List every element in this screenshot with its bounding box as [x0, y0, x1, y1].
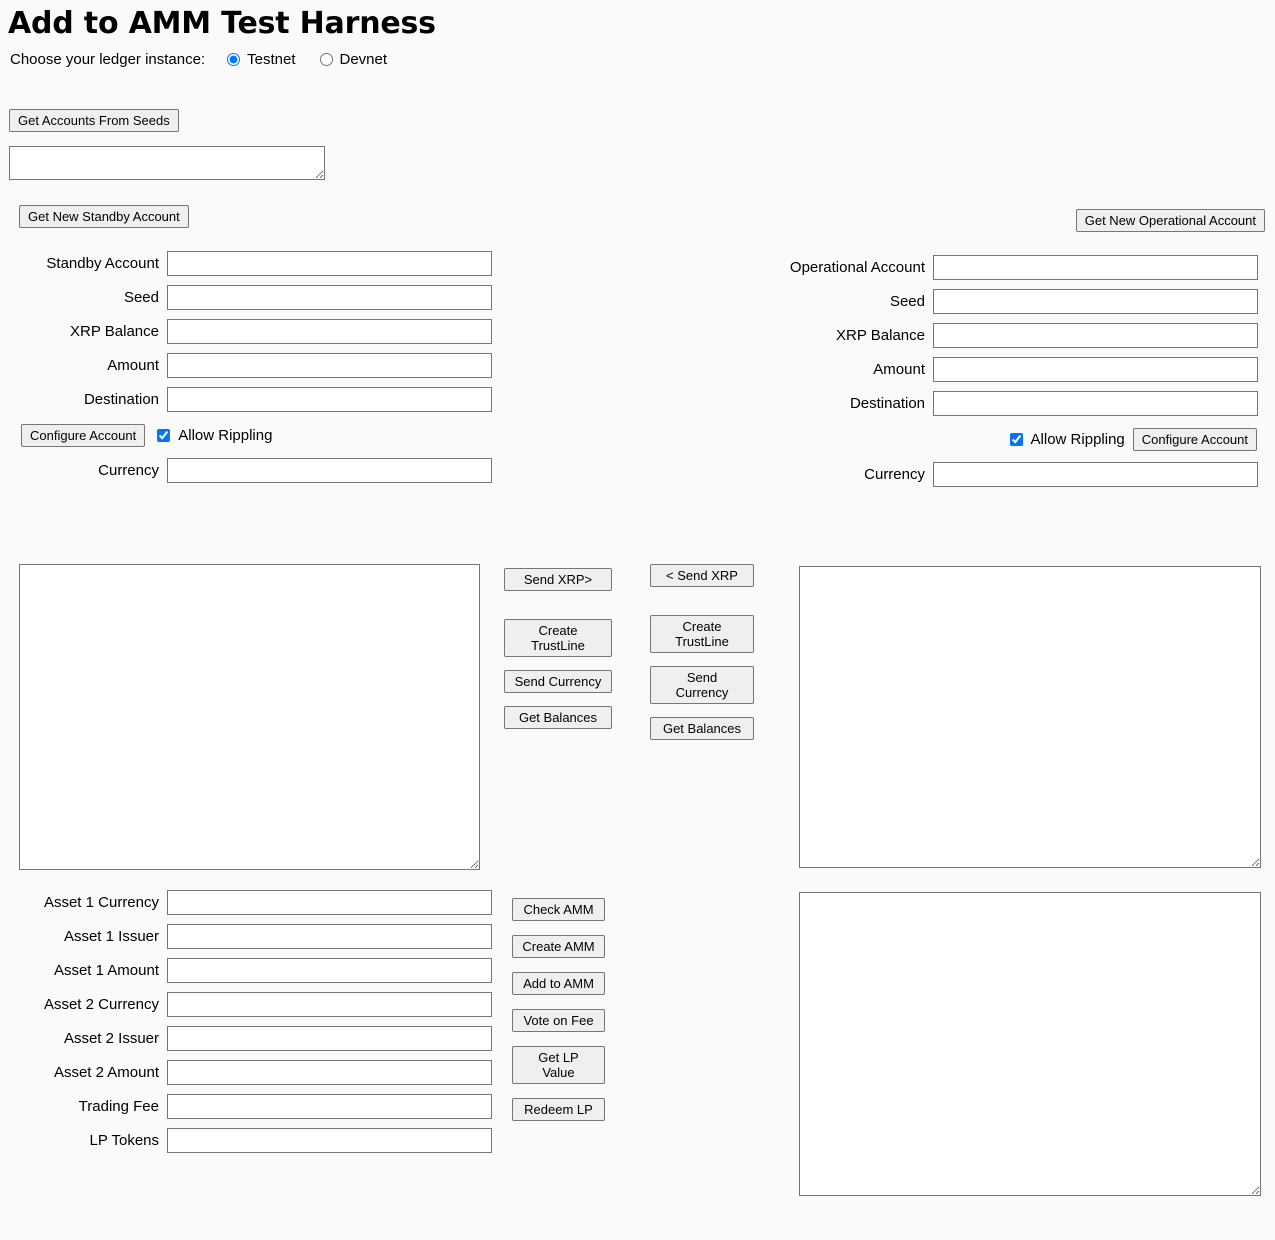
operational-destination-input[interactable]: [933, 391, 1258, 416]
operational-currency-input[interactable]: [933, 462, 1258, 487]
operational-allow-rippling-label: Allow Rippling: [1030, 430, 1125, 448]
asset1-amount-row: [9, 958, 492, 983]
amm-actions-column: [512, 898, 605, 1135]
ledger-instance-label: Choose your ledger instance:: [10, 51, 206, 68]
operational-destination-label: Destination: [849, 395, 925, 412]
operational-account-row: [760, 255, 1270, 280]
trading-fee-row: [9, 1094, 492, 1119]
operational-allow-rippling-checkbox[interactable]: [1010, 433, 1023, 446]
get-accounts-from-seeds-button[interactable]: Get Accounts From Seeds: [9, 109, 179, 132]
lp-tokens-row: [9, 1128, 492, 1153]
operational-configure-row: [760, 425, 1270, 453]
operational-result-textarea[interactable]: [799, 566, 1261, 868]
standby-allow-rippling-checkbox[interactable]: [157, 429, 170, 442]
asset1-issuer-input[interactable]: [167, 924, 492, 949]
radio-testnet[interactable]: [227, 51, 295, 68]
asset2-currency-label: Asset 2 Currency: [43, 996, 159, 1013]
trading-fee-label: Trading Fee: [78, 1098, 159, 1115]
send-xrp-to-standby-button[interactable]: < Send XRP: [650, 564, 754, 587]
standby-account-row: [9, 251, 499, 276]
asset1-issuer-row: [9, 924, 492, 949]
operational-configure-account-button[interactable]: Configure Account: [1133, 428, 1257, 451]
standby-result-textarea[interactable]: [19, 564, 480, 870]
operational-amount-row: [760, 357, 1270, 382]
standby-destination-label: Destination: [83, 391, 159, 408]
operational-create-trustline-button[interactable]: Create TrustLine: [650, 615, 754, 653]
operational-get-balances-button[interactable]: Get Balances: [650, 717, 754, 740]
ledger-instance-row: [0, 41, 1275, 68]
operational-currency-row: [760, 462, 1270, 487]
standby-allow-rippling-label: Allow Rippling: [178, 426, 273, 444]
operational-destination-row: [760, 391, 1270, 416]
standby-amount-label: Amount: [107, 357, 159, 374]
asset2-issuer-input[interactable]: [167, 1026, 492, 1051]
trading-fee-input[interactable]: [167, 1094, 492, 1119]
amm-result-textarea[interactable]: [799, 892, 1261, 1196]
seeds-textarea[interactable]: [9, 146, 325, 180]
asset1-currency-label: Asset 1 Currency: [43, 894, 159, 911]
send-xrp-to-operational-button[interactable]: Send XRP>: [504, 568, 612, 591]
standby-currency-label: Currency: [98, 462, 159, 479]
radio-devnet-label: Devnet: [339, 51, 388, 68]
standby-destination-input[interactable]: [167, 387, 492, 412]
standby-send-currency-button[interactable]: Send Currency: [504, 670, 612, 693]
radio-testnet-label: Testnet: [247, 51, 296, 68]
standby-currency-input[interactable]: [167, 458, 492, 483]
standby-amount-row: [9, 353, 499, 378]
asset1-amount-input[interactable]: [167, 958, 492, 983]
standby-account-label: Standby Account: [46, 255, 159, 272]
get-new-operational-account-button[interactable]: Get New Operational Account: [1076, 209, 1265, 232]
standby-configure-account-button[interactable]: Configure Account: [21, 424, 145, 447]
standby-get-balances-button[interactable]: Get Balances: [504, 706, 612, 729]
get-new-standby-account-button[interactable]: Get New Standby Account: [19, 205, 189, 228]
operational-send-currency-button[interactable]: Send Currency: [650, 666, 754, 704]
standby-xrp-balance-input[interactable]: [167, 319, 492, 344]
operational-xrp-balance-row: [760, 323, 1270, 348]
check-amm-button[interactable]: Check AMM: [512, 898, 605, 921]
standby-seed-row: [9, 285, 499, 310]
redeem-lp-button[interactable]: Redeem LP: [512, 1098, 605, 1121]
asset1-issuer-label: Asset 1 Issuer: [63, 928, 159, 945]
standby-panel: [9, 205, 499, 492]
vote-on-fee-button[interactable]: Vote on Fee: [512, 1009, 605, 1032]
lp-tokens-label: LP Tokens: [89, 1132, 159, 1149]
operational-currency-label: Currency: [864, 466, 925, 483]
asset2-issuer-label: Asset 2 Issuer: [63, 1030, 159, 1047]
standby-xrp-balance-label: XRP Balance: [70, 323, 159, 340]
asset1-amount-label: Asset 1 Amount: [53, 962, 159, 979]
get-lp-value-button[interactable]: Get LP Value: [512, 1046, 605, 1084]
operational-seed-label: Seed: [889, 293, 925, 310]
standby-create-trustline-button[interactable]: Create TrustLine: [504, 619, 612, 657]
operational-amount-input[interactable]: [933, 357, 1258, 382]
radio-testnet-input[interactable]: [227, 53, 240, 66]
asset2-amount-label: Asset 2 Amount: [53, 1064, 159, 1081]
standby-destination-row: [9, 387, 499, 412]
standby-currency-row: [9, 458, 499, 483]
amm-fields-panel: [9, 890, 492, 1162]
operational-account-input[interactable]: [933, 255, 1258, 280]
operational-actions-column: [650, 564, 754, 753]
asset2-currency-row: [9, 992, 492, 1017]
create-amm-button[interactable]: Create AMM: [512, 935, 605, 958]
operational-xrp-balance-input[interactable]: [933, 323, 1258, 348]
standby-actions-column: [504, 568, 612, 742]
add-to-amm-button[interactable]: Add to AMM: [512, 972, 605, 995]
operational-panel: [760, 205, 1270, 496]
operational-account-label: Operational Account: [789, 259, 925, 276]
standby-seed-label: Seed: [123, 289, 159, 306]
lp-tokens-input[interactable]: [167, 1128, 492, 1153]
radio-devnet[interactable]: [320, 51, 388, 68]
page-title: Add to AMM Test Harness: [8, 6, 436, 41]
asset2-issuer-row: [9, 1026, 492, 1051]
standby-xrp-balance-row: [9, 319, 499, 344]
asset1-currency-input[interactable]: [167, 890, 492, 915]
standby-configure-row: [9, 421, 499, 449]
radio-devnet-input[interactable]: [320, 53, 333, 66]
standby-account-input[interactable]: [167, 251, 492, 276]
asset2-amount-input[interactable]: [167, 1060, 492, 1085]
asset2-amount-row: [9, 1060, 492, 1085]
standby-amount-input[interactable]: [167, 353, 492, 378]
standby-seed-input[interactable]: [167, 285, 492, 310]
asset1-currency-row: [9, 890, 492, 915]
operational-xrp-balance-label: XRP Balance: [836, 327, 925, 344]
operational-seed-input[interactable]: [933, 289, 1258, 314]
operational-amount-label: Amount: [873, 361, 925, 378]
asset2-currency-input[interactable]: [167, 992, 492, 1017]
operational-seed-row: [760, 289, 1270, 314]
